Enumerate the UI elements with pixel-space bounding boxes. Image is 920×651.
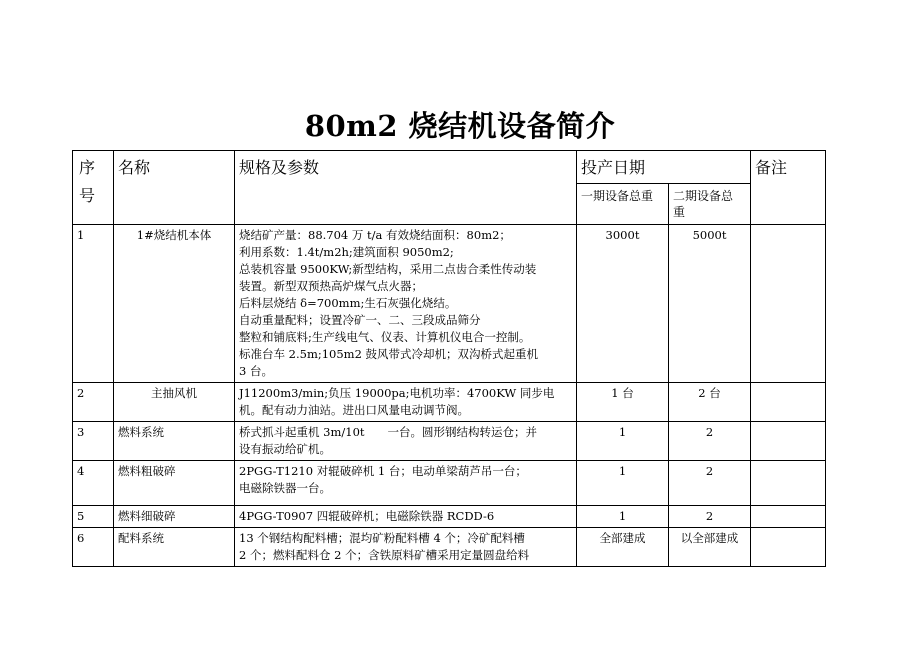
row-name: 燃料粗破碎 [114,461,235,506]
header-phase2: 二期设备总 重 [669,184,751,225]
row-seq: 5 [73,506,114,528]
header-remark: 备注 [751,151,826,225]
header-name: 名称 [114,151,235,225]
row-remark [751,528,826,567]
row-name: 主抽风机 [114,383,235,422]
row-phase2: 2 [669,422,751,461]
row-spec: 2PGG-T1210 对辊破碎机 1 台；电动单梁葫芦吊一台； 电磁除铁器一台。 [235,461,577,506]
row-spec: 烧结矿产量：88.704 万 t/a 有效烧结面积：80m2； 利用系数：1.4t/m2h;建筑面积 9050m2; 总装机容量 9500KW;新型结构，采用二点齿合柔性传动装 装置。新型双预热高炉煤气点火器； 后料层烧结 δ=700mm;生石灰强化烧结。 自动重量配料；设置冷矿一、二、三段成品筛分 整粒和铺底料;生产线电气、仪表、计算机仪电合一控制。 标准台车 2.5m;105m2 鼓风带式冷却机；双沟桥式起重机 3 台。 [235,225,577,383]
row-phase2: 2 [669,506,751,528]
row-remark [751,461,826,506]
header-row [73,151,826,184]
row-remark [751,383,826,422]
row-spec: J11200m3/min;负压 19000pa;电机功率：4700KW 同步电 机。配有动力油站。进出口风量电动调节阀。 [235,383,577,422]
row-spec: 4PGG-T0907 四辊破碎机；电磁除铁器 RCDD-6 [235,506,577,528]
row-phase1: 全部建成 [577,528,669,567]
table-row [73,461,826,506]
row-seq: 6 [73,528,114,567]
page-title: 80m2 烧结机设备简介 [304,109,616,143]
row-phase1: 3000t [577,225,669,383]
row-spec: 桥式抓斗起重机 3m/10t 一台。圆形钢结构转运仓；并 设有振动给矿机。 [235,422,577,461]
header-spec: 规格及参数 [235,151,577,225]
row-phase1: 1 台 [577,383,669,422]
equipment-table [72,150,826,567]
row-phase2: 5000t [669,225,751,383]
header-seq: 序 号 [73,151,114,225]
row-phase1: 1 [577,506,669,528]
row-seq: 1 [73,225,114,383]
row-remark [751,506,826,528]
row-phase2: 以全部建成 [669,528,751,567]
row-phase2: 2 [669,461,751,506]
table-row [73,225,826,383]
row-name: 1#烧结机本体 [114,225,235,383]
row-name: 燃料系统 [114,422,235,461]
table-row [73,422,826,461]
table-row [73,506,826,528]
table-row [73,528,826,567]
row-seq: 3 [73,422,114,461]
row-spec: 13 个钢结构配料槽；混均矿粉配料槽 4 个；冷矿配料槽 2 个；燃料配料仓 2 个；含铁原料矿槽采用定量圆盘给料 [235,528,577,567]
row-seq: 2 [73,383,114,422]
row-remark [751,225,826,383]
row-remark [751,422,826,461]
row-name: 配料系统 [114,528,235,567]
row-seq: 4 [73,461,114,506]
header-phase1: 一期设备总重 [577,184,669,225]
row-name: 燃料细破碎 [114,506,235,528]
row-phase2: 2 台 [669,383,751,422]
row-phase1: 1 [577,461,669,506]
row-phase1: 1 [577,422,669,461]
header-production-date: 投产日期 [577,151,751,184]
table-row [73,383,826,422]
